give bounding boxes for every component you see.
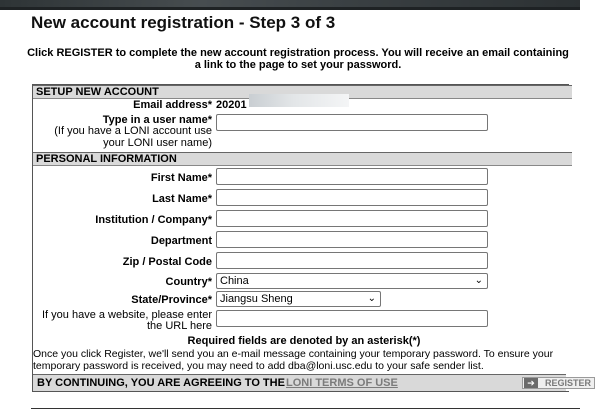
first-name-label: First Name* [150,172,212,184]
department-label: Department [150,235,212,247]
email-label: Email address* [133,99,212,111]
username-label: Type in a user name* [102,114,212,126]
agreement-text: BY CONTINUING, YOU ARE AGREEING TO THE [37,377,285,389]
website-label-1: If you have a website, please enter [42,309,212,321]
username-hint-2: your LONI user name) [103,137,212,149]
terms-of-use-link[interactable]: LONI TERMS OF USE [286,377,398,389]
state-select[interactable] [216,291,381,307]
register-button[interactable] [522,377,595,389]
department-input[interactable] [216,231,488,248]
banner-shade [0,7,580,10]
first-name-input[interactable] [216,168,488,185]
username-hint-1: (If you have a LONI account use [54,125,212,137]
arrow-right-icon: ➔ [524,378,538,388]
section-header-personal: PERSONAL INFORMATION [33,152,572,166]
zip-label: Zip / Postal Code [122,256,212,268]
state-label: State/Province* [131,294,212,306]
institution-label: Institution / Company* [95,214,212,226]
website-input[interactable] [216,310,488,327]
email-redaction [249,94,349,107]
username-input[interactable] [216,114,488,131]
intro-text: Click REGISTER to complete the new account registration process. You will receive an email containing a link to the page to set your password. [27,47,569,71]
register-button-label: REGISTER [545,378,592,388]
page-title: New account registration - Step 3 of 3 [31,13,336,32]
required-fields-note: Required fields are denoted by an asterisk(*) [187,335,421,347]
institution-input[interactable] [216,210,488,227]
bottom-divider [31,408,580,409]
section-header-setup: SETUP NEW ACCOUNT [33,85,572,99]
zip-input[interactable] [216,252,488,269]
chevron-down-icon: ⌄ [474,275,483,286]
email-value: 20201 [216,99,247,111]
temporary-password-notice: Once you click Register, we'll send you an e-mail message containing your temporary password. To ensure your temporary password is received, you may need to add dba@loni.usc.edu to your safe sender list. [33,348,554,372]
chevron-down-icon: ⌄ [367,293,376,304]
country-selected-value: China [220,275,249,287]
website-label-2: the URL here [146,320,212,332]
country-label: Country* [165,276,212,288]
top-banner-strip [0,0,580,10]
last-name-input[interactable] [216,189,488,206]
last-name-label: Last Name* [152,193,212,205]
country-select[interactable] [216,273,488,289]
state-selected-value: Jiangsu Sheng [220,293,293,305]
footer-bar [33,374,592,391]
